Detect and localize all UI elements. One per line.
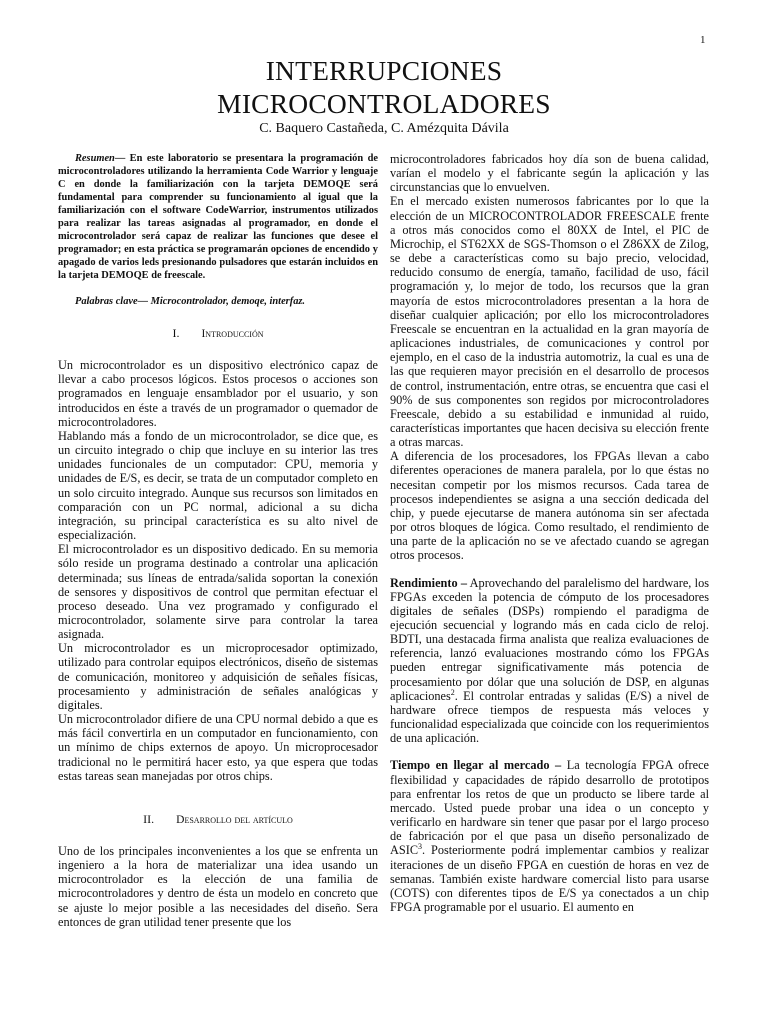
- section-2-title: Desarrollo del artículo: [176, 813, 293, 826]
- right-column: [390, 152, 709, 914]
- rendimiento-label: Rendimiento –: [390, 575, 468, 590]
- rendimiento-text-a: Aprovechando del paralelismo del hardware, los FPGAs exceden la potencia de cómputo de los procesadores digitales de señales (DSPs) rompiendo el paradigma de ejecución secuencial y logrando más en cada ciclo de reloj. BDTI, una destacada firma analista que realiza evaluaciones de referencia, lanzó evaluaciones mostrando cómo los FPGAs pueden entregar significativamente más potencia de procesamiento por dólar que una solución de DSP, en algunas aplicaciones: [390, 575, 709, 703]
- paragraph: Un microcontrolador difiere de una CPU normal debido a que es más fácil convertirla en un computador en funcionamiento, con un mínimo de chips externos de apoyo. Un microprocesador tradicional no le permitirá hacer esto, ya que espera que todas estas tareas sean manejadas por otros chips.: [58, 712, 378, 783]
- abstract: [58, 152, 378, 282]
- abstract-label: Resumen: [75, 153, 115, 164]
- authors: C. Baquero Castañeda, C. Amézquita Dávila: [259, 121, 509, 136]
- section-1-title: Introducción: [201, 328, 264, 340]
- section-heading-2: [58, 812, 378, 827]
- keywords: Palabras clave— Microcontrolador, demoqe, interfaz.: [75, 296, 306, 307]
- page-number: 1: [700, 34, 706, 46]
- paper-title: [0, 54, 768, 120]
- paragraph: En el mercado existen numerosos fabricantes por lo que la elección de un MICROCONTROLADOR FREESCALE frente a otros más conocidos como el 80XX de Intel, el PIC de Microchip, el ST62XX de SGS-Thomson o el Z86XX de Zilog, se debe a características como su bajo precio, velocidad, reducido consumo de energía, tamaño, facilidad de uso, fácil programación y, lo mejor de todo, los recursos que la gran mayoría de estos microcontroladores presentan a la hora de diseñar cualquier aplicación; por ello los microcontroladores Freescale se encuentran en la actualidad en la gran mayoría de aplicaciones industriales, de comunicaciones y control por ejemplo, en el caso de la industria automotriz, la cual es una de las que requieren mayor precisión en el desarrollo de procesos de control, instrumentación, entre otras, se encuentra que casi el 90% de sus componentes son regidos por microcontroladores Freescale, debido a su estabilidad e inmunidad al ruido, características importantes que hacen decisiva su elección frente a otras marcas.: [390, 194, 709, 450]
- section-1-number: I.: [172, 326, 180, 340]
- tiempo-text-a: La tecnología FPGA ofrece flexibilidad y capacidades de rápido desarrollo de prototipos para enfrentar los retos de que un producto se libere tarde al mercado. Usted puede probar una idea o un concepto y verificarlo en hardware sin tener que pasar por el largo proceso de fabricación por el que pasa un diseño personalizado de ASIC: [390, 758, 709, 858]
- footnote-ref-2: 2: [450, 687, 455, 697]
- tiempo-paragraph: [390, 758, 709, 914]
- left-column: [58, 152, 378, 929]
- section-2-number: II.: [143, 811, 155, 826]
- section-heading-1: [58, 326, 378, 341]
- title-line-2: MICROCONTROLADORES: [217, 88, 551, 119]
- tiempo-text-b: . Posteriormente podrá implementar cambios y realizar iteraciones de un diseño FPGA en cuestión de horas en vez de semanas. También existe hardware comercial listo para usarse (COTS) con diferentes tipos de E/S ya conectados a un chip FPGA programable por el usuario. El aumento en: [390, 843, 709, 914]
- paragraph: Hablando más a fondo de un microcontrolador, se dice que, es un circuito integrado o chip que incluye en su interior las tres unidades funcionales de un computador: CPU, memoria y unidades de E/S, es decir, se trata de un computador completo en un solo circuito integrado. Aunque sus recursos son limitados en comparación con un PC normal, adicional a su dicha integración, su principal característica es su alto nivel de especialización.: [58, 428, 378, 543]
- paragraph: Un microcontrolador es un dispositivo electrónico capaz de llevar a cabo procesos lógicos. Estos procesos o acciones son programados en lenguaje ensamblador por el usuario, y son introducidos en éste a través de un programador o quemador de microcontroladores.: [58, 358, 378, 429]
- footnote-ref-3: 3: [418, 842, 423, 852]
- paragraph: El microcontrolador es un dispositivo dedicado. En su memoria sólo reside un programa destinado a controlar una aplicación determinada; sus líneas de entrada/salida soportan la conexión de sensores y dispositivos de control que permitan efectuar el proceso deseado. Una vez programado y configurado el microcontrolador, solamente sirve para controlar la tarea asignada.: [58, 542, 378, 642]
- paragraph: microcontroladores fabricados hoy día son de buena calidad, varían el modelo y el fabricante según la aplicación y las circunstancias que lo envuelven.: [390, 152, 709, 195]
- tiempo-label: Tiempo en llegar al mercado –: [390, 758, 562, 773]
- paragraph: A diferencia de los procesadores, los FPGAs llevan a cabo diferentes operaciones de manera paralela, por lo que éstas no necesitan competir por los mismos recursos. Cada tarea de procesos independientes se asigna a una sección dedicada del chip, y puede ejecutarse de manera autónoma sin ser afectada por otros bloques de lógica. Como resultado, el rendimiento de una parte de la aplicación no se ve afectado cuando se agregan otros procesos.: [390, 449, 709, 563]
- paragraph: Uno de los principales inconvenientes a los que se enfrenta un ingeniero a la hora de materializar una idea usando un microcontrolador es la elección de una familia de microcontroladores y dentro de ésta un modelo en concreto que se ajuste lo mejor posible a las necesidades del diseño. Sera entonces de gran utilidad tener presente que los: [58, 844, 378, 929]
- rendimiento-text-b: . El controlar entradas y salidas (E/S) a nivel de hardware ofrece tiempos de respuesta más veloces y funcionalidad especializada que coincide con los requerimientos de una aplicación.: [390, 688, 709, 746]
- title-line-1: INTERRUPCIONES: [265, 55, 503, 86]
- paragraph: Un microcontrolador es un microprocesador optimizado, utilizado para controlar equipos electrónicos, diseño de sistemas de comunicación, monitoreo y adquisición de señales físicas, procesamiento y administración de señales analógicas y digitales.: [58, 641, 378, 712]
- abstract-text: — En este laboratorio se presentara la programación de microcontroladores utilizando la herramienta Code Warrior y lenguaje C en donde la familiarización con la tarjeta DEMOQE será fundamental para comprender su funcionamiento al igual que la familiarización con el software CodeWarrior, instrumentos utilizados para realizar las tareas asignadas al programador, en donde el microcontrolador será capaz de realizar las funciones que desee el programador; en esta práctica se programarán opciones de encendido y apagado de varios leds presionando pulsadores que estarán incluidos en la tarjeta DEMOQE de freescale.: [58, 153, 378, 281]
- rendimiento-paragraph: [390, 576, 709, 746]
